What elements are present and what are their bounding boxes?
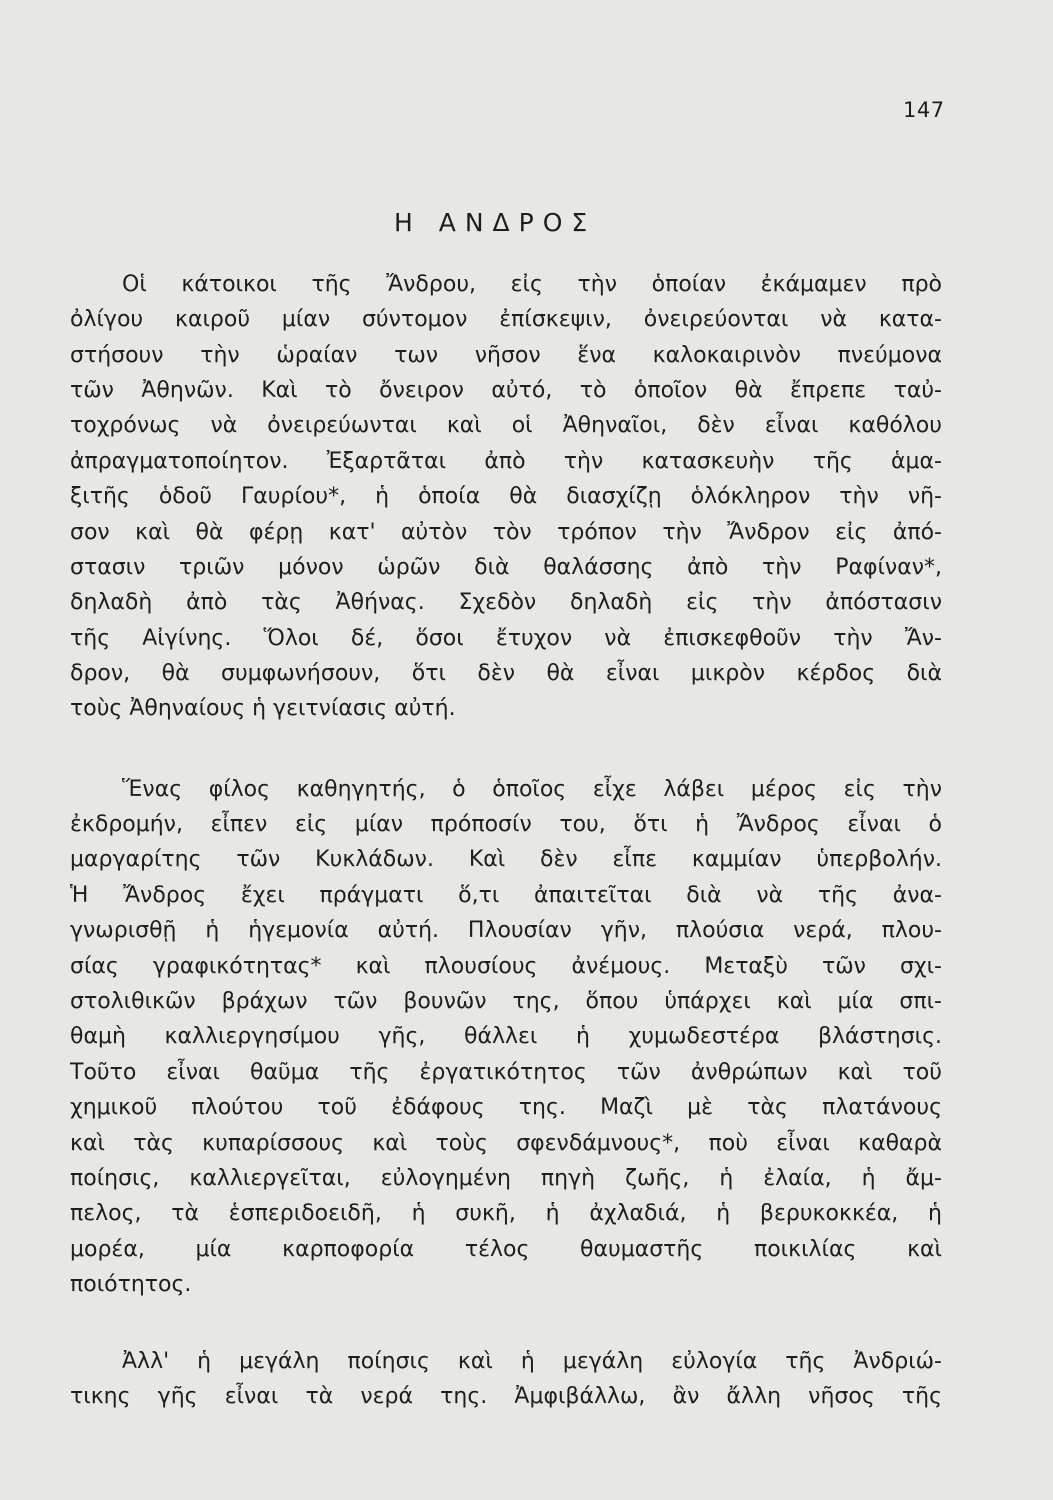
text-line: Οἱ κάτοικοι τῆς Ἄνδρου, εἰς τὴν ὁποίαν ἐκάμαμεν πρὸ xyxy=(122,272,942,297)
text-line: ὀλίγου καιροῦ μίαν σύντομον ἐπίσκεψιν, ὀνειρεύονται νὰ κατα- xyxy=(70,307,942,332)
text-line: σίας γραφικότητας* καὶ πλουσίους ἀνέμους. Μεταξὺ τῶν σχι- xyxy=(70,954,942,979)
text-line: δρον, θὰ συμφωνήσουν, ὅτι δὲν θὰ εἶναι μικρὸν κέρδος διὰ xyxy=(70,661,942,686)
text-line: θαμὴ καλλιεργησίμου γῆς, θάλλει ἡ χυμωδεστέρα βλάστησις. xyxy=(70,1024,942,1049)
text-line: τῶν Ἀθηνῶν. Καὶ τὸ ὄνειρον αὐτό, τὸ ὁποῖον θὰ ἔπρεπε ταὐ- xyxy=(70,378,942,403)
text-line: ποιότητος. xyxy=(70,1272,192,1297)
text-line: στασιν τριῶν μόνον ὡρῶν διὰ θαλάσσης ἀπὸ τὴν Ραφίναν*, xyxy=(70,555,942,580)
text-line: στήσουν τὴν ὡραίαν των νῆσον ἕνα καλοκαιρινὸν πνεύμονα xyxy=(70,343,942,368)
text-line: Τοῦτο εἶναι θαῦμα τῆς ἐργατικότητος τῶν ἀνθρώπων καὶ τοῦ xyxy=(70,1060,942,1085)
text-line: μορέα, μία καρποφορία τέλος θαυμαστῆς ποικιλίας καὶ xyxy=(70,1237,942,1262)
text-line: τικης γῆς εἶναι τὰ νερά της. Ἀμφιβάλλω, ἂν ἄλλη νῆσος τῆς xyxy=(70,1384,942,1409)
text-line: μαργαρίτης τῶν Κυκλάδων. Καὶ δὲν εἶπε καμμίαν ὑπερβολήν. xyxy=(70,847,942,872)
text-line: τοὺς Ἀθηναίους ἡ γειτνίασις αὐτή. xyxy=(70,696,456,721)
text-line: ἀπραγματοποίητον. Ἐξαρτᾶται ἀπὸ τὴν κατασκευὴν τῆς ἁμα- xyxy=(70,449,942,474)
text-line: ξιτῆς ὁδοῦ Γαυρίου*, ἡ ὁποία θὰ διασχίζῃ ὁλόκληρον τὴν νῆ- xyxy=(70,484,942,509)
page-number: 147 xyxy=(903,98,945,122)
text-line: ἐκδρομήν, εἶπεν εἰς μίαν πρόποσίν του, ὅτι ἡ Ἄνδρος εἶναι ὁ xyxy=(70,812,942,837)
text-line: γνωρισθῇ ἡ ἡγεμονία αὐτή. Πλουσίαν γῆν, πλούσια νερά, πλου- xyxy=(70,918,942,943)
text-line: πελος, τὰ ἑσπεριδοειδῆ, ἡ συκῆ, ἡ ἀχλαδιά, ἡ βερυκοκκέα, ἡ xyxy=(70,1201,942,1226)
text-line: δηλαδὴ ἀπὸ τὰς Ἀθήνας. Σχεδὸν δηλαδὴ εἰς τὴν ἀπόστασιν xyxy=(70,590,942,615)
chapter-title: Η ΑΝΔΡΟΣ xyxy=(394,208,597,237)
text-line: στολιθικῶν βράχων τῶν βουνῶν της, ὅπου ὑπάρχει καὶ μία σπι- xyxy=(70,989,942,1014)
text-line: χημικοῦ πλούτου τοῦ ἐδάφους της. Μαζὶ μὲ τὰς πλατάνους xyxy=(70,1095,942,1120)
text-line: ποίησις, καλλιεργεῖται, εὐλογημένη πηγὴ ζωῆς, ἡ ἐλαία, ἡ ἄμ- xyxy=(70,1166,942,1191)
text-line: καὶ τὰς κυπαρίσσους καὶ τοὺς σφενδάμνους*, ποὺ εἶναι καθαρὰ xyxy=(70,1131,942,1156)
text-line: τοχρόνως νὰ ὀνειρεύωνται καὶ οἱ Ἀθηναῖοι, δὲν εἶναι καθόλου xyxy=(70,413,942,438)
text-line: σον καὶ θὰ φέρῃ κατ' αὐτὸν τὸν τρόπον τὴν Ἄνδρον εἰς ἀπό- xyxy=(70,520,942,545)
text-line: τῆς Αἰγίνης. Ὅλοι δέ, ὅσοι ἔτυχον νὰ ἐπισκεφθοῦν τὴν Ἄν- xyxy=(70,626,942,651)
text-line: Ἕνας φίλος καθηγητής, ὁ ὁποῖος εἶχε λάβει μέρος εἰς τὴν xyxy=(122,777,942,802)
text-line: Ἡ Ἄνδρος ἔχει πράγματι ὅ,τι ἀπαιτεῖται διὰ νὰ τῆς ἀνα- xyxy=(70,883,942,908)
text-line: Ἀλλ' ἡ μεγάλη ποίησις καὶ ἡ μεγάλη εὐλογία τῆς Ἀνδριώ- xyxy=(122,1349,942,1374)
